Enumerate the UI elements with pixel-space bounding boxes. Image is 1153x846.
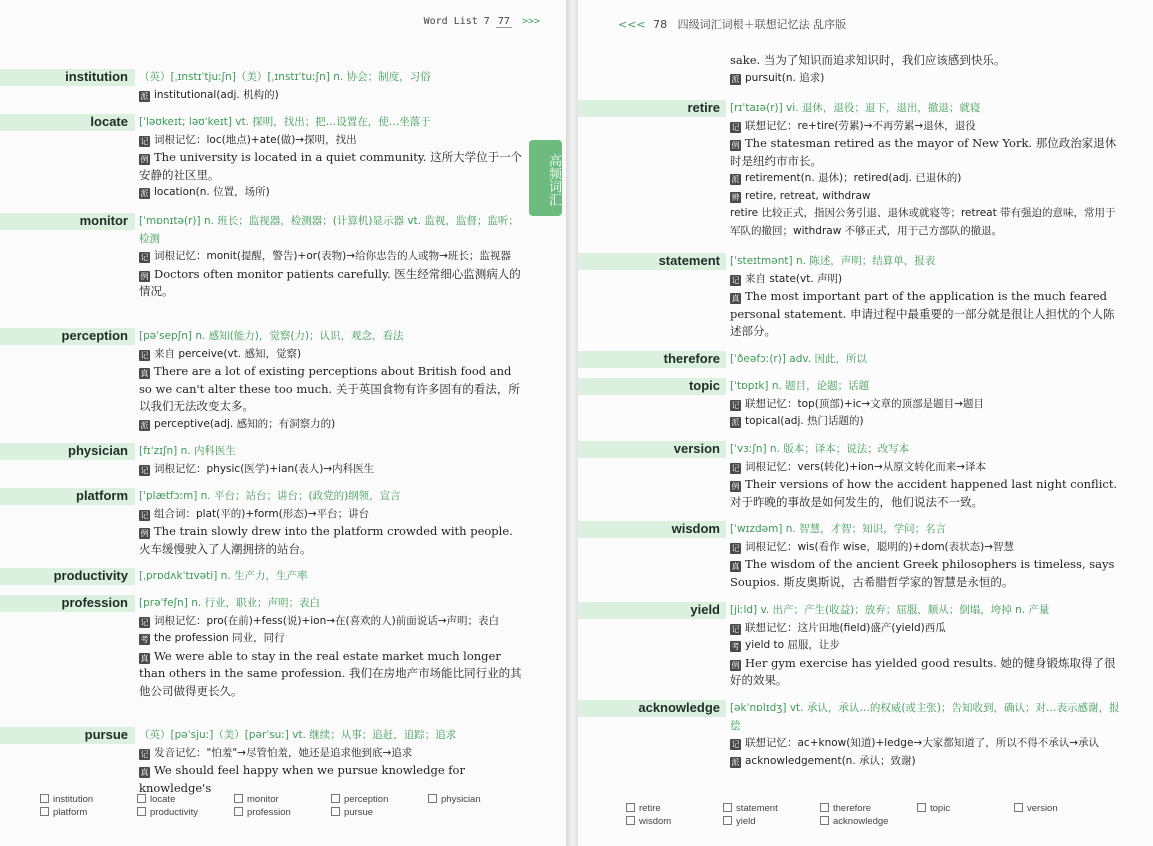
memory-tip: 记 联想记忆：这片田地(field)盛产(yield)西瓜 bbox=[731, 621, 946, 634]
example: 例 The statesman retired as the mayor of New York. 那位政治家退休时是纽约市市长。 bbox=[730, 136, 1117, 168]
checkbox-locate[interactable]: locate bbox=[137, 794, 175, 805]
definition: [ˈtɒpɪk] n. 题目，论题；话题 bbox=[730, 380, 870, 392]
synonym-note: retire 比较正式，指因公务引退、退休或就寝等；retreat 带有强迫的意味，常用于军队的撤回；withdraw 不够正式，用于己方部队的撤退。 bbox=[730, 207, 1116, 237]
definition: [jiːld] v. 出产；产生(收益)；放弃；屈服，顺从；倒塌，垮掉 n. 产量 bbox=[730, 604, 1050, 616]
entry-physician bbox=[0, 443, 568, 481]
synonym-set: 辨 retire, retreat, withdraw bbox=[731, 189, 871, 202]
checkbox-version[interactable]: version bbox=[1014, 803, 1058, 814]
derivation: 派 acknowledgement(n. 承认；致谢) bbox=[731, 754, 916, 767]
definition: [əkˈnɒlɪdʒ] vt. 承认，承认…的权威(或主张)；告知收到，确认；对…表示感谢，报偿 bbox=[730, 702, 1120, 732]
definition: [ˈwɪzdəm] n. 智慧，才智；知识，学问；名言 bbox=[730, 523, 947, 535]
checkbox-wisdom[interactable]: wisdom bbox=[626, 816, 671, 827]
definition: [ˈðeəfɔː(r)] adv. 因此，所以 bbox=[730, 353, 867, 365]
section-marker-icon: 记 bbox=[140, 253, 149, 262]
section-marker-icon: 派 bbox=[731, 757, 740, 767]
entry-topic bbox=[578, 378, 1153, 434]
definition: （英）[pəˈsjuː]（美）[pərˈsuː] vt. 继续；从事；追赶，追踪；追求 bbox=[139, 729, 457, 741]
entry-therefore bbox=[578, 351, 1153, 373]
memory-tip: 记 联想记忆：ac+know(知道)+ledge→大家都知道了，所以不得不承认→承认 bbox=[731, 737, 1100, 749]
memory-tip: 记 词根记忆：physic(医学)+ian(表人)→内科医生 bbox=[140, 462, 375, 475]
section-marker-icon: 派 bbox=[140, 189, 149, 198]
right-page bbox=[578, 0, 1153, 846]
derivation: 派 retirement(n. 退休)；retired(adj. 已退休的) bbox=[731, 172, 962, 184]
memory-tip: 记 词根记忆：pro(在前)+fess(说)+ion→在(喜欢的人)前面说话→声明；表白 bbox=[140, 614, 500, 627]
headword: therefore bbox=[663, 351, 720, 366]
memory-tip: 记 联想记忆：re+tire(劳累)→不再劳累→退休，退役 bbox=[731, 119, 976, 132]
section-marker-icon: 记 bbox=[731, 740, 740, 749]
section-marker-icon: 记 bbox=[731, 543, 740, 553]
checkbox-yield[interactable]: yield bbox=[723, 816, 756, 827]
section-marker-icon: 记 bbox=[731, 275, 740, 285]
left-page bbox=[0, 0, 568, 846]
example: 例 Her gym exercise has yielded good results. 她的健身锻炼取得了很好的效果。 bbox=[730, 655, 1116, 687]
arrow-left-icon: <<< bbox=[618, 18, 646, 31]
real-exam-example: 真 There are a lot of existing perceptions about British food and so we can't alter these too much. 关于英国食物有许多固有的看法，所以我们无法改变太多。 bbox=[139, 364, 520, 413]
headword: topic bbox=[688, 378, 720, 393]
section-marker-icon: 派 bbox=[731, 175, 740, 184]
example: 例 Doctors often monitor patients carefully. 医生经常细心监测病人的情况。 bbox=[139, 266, 521, 298]
entry-perception bbox=[0, 328, 568, 438]
headword: statement bbox=[658, 253, 720, 268]
collocation: 考 yield to 屈服，让步 bbox=[731, 639, 840, 651]
arrow-right-icon: >>> bbox=[521, 16, 540, 27]
headword: pursue bbox=[84, 727, 128, 742]
section-marker-icon: 例 bbox=[731, 660, 740, 670]
example: 例 Their versions of how the accident happened last night conflict. 对于昨晚的事故是如何发生的，他们说法不一致。 bbox=[730, 477, 1118, 509]
section-marker-icon: 记 bbox=[731, 400, 740, 410]
real-exam-example: 真 The most important part of the application is the much feared personal statement. 申请过程中最重要的一部分就是很让人担忧的个人陈述部分。 bbox=[730, 289, 1115, 338]
checkbox-profession[interactable]: profession bbox=[234, 807, 291, 818]
memory-tip: 记 词根记忆：vers(转化)+ion→从原文转化而来→译本 bbox=[731, 460, 987, 473]
entry-platform bbox=[0, 488, 568, 562]
memory-tip: 记 词根记忆：monit(提醒，警告)+or(表物)→给你忠告的人或物→班长；监视器 bbox=[140, 250, 511, 262]
entry-locate bbox=[0, 114, 568, 208]
section-marker-icon: 记 bbox=[140, 510, 149, 520]
example-continuation: sake. 当为了知识而追求知识时，我们应该感到快乐。 bbox=[730, 53, 1006, 67]
example: 例 The university is located in a quiet community. 这所大学位于一个安静的社区里。 bbox=[139, 150, 523, 182]
headword: yield bbox=[690, 602, 720, 617]
section-marker-icon: 例 bbox=[140, 271, 149, 281]
headword: monitor bbox=[79, 213, 128, 228]
definition: [ˈmɒnɪtə(r)] n. 班长；监视器，检测器；(计算机)显示器 vt. 监视，监督；监听；检测 bbox=[139, 215, 519, 245]
checkbox-therefore[interactable]: therefore bbox=[820, 803, 871, 814]
entry-productivity bbox=[0, 568, 568, 590]
section-marker-icon: 真 bbox=[731, 294, 740, 303]
entry-yield bbox=[578, 602, 1153, 694]
entry-acknowledge bbox=[578, 700, 1153, 792]
checkbox-productivity[interactable]: productivity bbox=[137, 807, 198, 818]
checkbox-platform[interactable]: platform bbox=[40, 807, 87, 818]
page-number: 77 bbox=[497, 16, 510, 27]
checkbox-institution[interactable]: institution bbox=[40, 794, 93, 805]
section-marker-icon: 真 bbox=[140, 369, 149, 378]
checkbox-perception[interactable]: perception bbox=[331, 794, 388, 805]
collocation: 考 the profession 同业，同行 bbox=[140, 632, 285, 644]
headword: retire bbox=[687, 100, 720, 115]
pursue-continuation bbox=[578, 52, 1153, 92]
checkbox-topic[interactable]: topic bbox=[917, 803, 950, 814]
definition: [ˈləʊkeɪt; ləʊˈkeɪt] vt. 探明，找出；把…设置在，使…坐落于 bbox=[139, 116, 431, 128]
checkbox-statement[interactable]: statement bbox=[723, 803, 778, 814]
definition: [pəˈsepʃn] n. 感知(能力)，觉察(力)；认识，观念，看法 bbox=[139, 330, 404, 342]
section-marker-icon: 记 bbox=[731, 463, 740, 473]
memory-tip: 记 发音记忆："怕羞"→尽管怕羞，她还是追求他到底→追求 bbox=[140, 746, 413, 759]
headword: wisdom bbox=[671, 521, 720, 536]
memory-tip: 记 来自 state(vt. 声明) bbox=[731, 272, 843, 285]
checkbox-physician[interactable]: physician bbox=[428, 794, 481, 805]
real-exam-example: 真 We were able to stay in the real estate market much longer than others in the same profession. 我们在房地产市场能比同行业的其他公司做得更长久。 bbox=[139, 648, 522, 698]
section-marker-icon: 例 bbox=[731, 141, 740, 150]
memory-tip: 记 来自 perceive(vt. 感知，觉察) bbox=[140, 347, 302, 360]
section-marker-icon: 真 bbox=[140, 768, 149, 777]
review-checklist bbox=[40, 794, 540, 824]
section-marker-icon: 派 bbox=[140, 420, 149, 430]
word-list-title: Word List 7 bbox=[423, 16, 490, 27]
entry-pursue bbox=[0, 727, 568, 795]
section-marker-icon: 派 bbox=[731, 74, 740, 84]
memory-tip: 记 词根记忆：loc(地点)+ate(做)→探明，找出 bbox=[140, 133, 357, 146]
entry-profession bbox=[0, 595, 568, 721]
section-marker-icon: 记 bbox=[140, 749, 149, 759]
headword: institution bbox=[65, 69, 128, 84]
headword: profession bbox=[61, 595, 128, 610]
headword: productivity bbox=[53, 568, 128, 583]
section-marker-icon: 考 bbox=[731, 642, 740, 651]
memory-tip: 记 组合词：plat(平的)+form(形态)→平台；讲台 bbox=[140, 507, 370, 520]
entry-monitor bbox=[0, 213, 568, 323]
checkbox-pursue[interactable]: pursue bbox=[331, 807, 373, 818]
section-marker-icon: 真 bbox=[140, 653, 149, 663]
definition: [fɪˈzɪʃn] n. 内科医生 bbox=[139, 445, 236, 457]
section-marker-icon: 记 bbox=[731, 122, 740, 132]
book-title: 四级词汇词根＋联想记忆法 乱序版 bbox=[677, 18, 847, 31]
memory-tip: 记 联想记忆：top(顶部)+ic→文章的顶部是题目→题目 bbox=[731, 397, 984, 410]
right-page-header bbox=[614, 16, 846, 32]
entry-institution bbox=[0, 69, 568, 113]
section-marker-icon: 派 bbox=[140, 91, 149, 101]
definition: [prəˈfeʃn] n. 行业，职业；声明；表白 bbox=[139, 597, 321, 609]
section-marker-icon: 真 bbox=[731, 562, 740, 571]
section-marker-icon: 例 bbox=[140, 529, 149, 538]
section-marker-icon: 例 bbox=[140, 155, 149, 164]
definition: [ˌprɒdʌkˈtɪvəti] n. 生产力，生产率 bbox=[139, 570, 308, 582]
section-marker-icon: 派 bbox=[731, 418, 740, 427]
example: 例 The train slowly drew into the platform crowded with people. 火车缓慢驶入了人潮拥挤的站台。 bbox=[139, 524, 513, 556]
headword: physician bbox=[68, 443, 128, 458]
section-marker-icon: 记 bbox=[140, 617, 149, 627]
checkbox-monitor[interactable]: monitor bbox=[234, 794, 279, 805]
headword: locate bbox=[90, 114, 128, 129]
review-checklist bbox=[626, 803, 1126, 833]
section-marker-icon: 例 bbox=[731, 482, 740, 491]
entry-wisdom bbox=[578, 521, 1153, 595]
definition: [rɪˈtaɪə(r)] vi. 退休，退役；退下，退出，撤退；就寝 bbox=[730, 102, 981, 114]
section-marker-icon: 记 bbox=[140, 350, 149, 360]
section-marker-icon: 记 bbox=[731, 624, 740, 634]
section-marker-icon: 记 bbox=[140, 136, 149, 146]
memory-tip: 记 词根记忆：wis(看作 wise，聪明的)+dom(表状态)→智慧 bbox=[731, 540, 1015, 553]
definition: [ˈplætfɔːm] n. 平台；站台；讲台；(政党的)纲领，宣言 bbox=[139, 490, 401, 502]
page-number: 78 bbox=[653, 18, 668, 31]
entry-retire bbox=[578, 100, 1153, 246]
definition: [ˈvɜːʃn] n. 版本；译本；说法；改写本 bbox=[730, 443, 910, 455]
entry-version bbox=[578, 441, 1153, 515]
definition: [ˈsteɪtmənt] n. 陈述，声明；结算单，报表 bbox=[730, 255, 936, 267]
headword: acknowledge bbox=[638, 700, 720, 715]
checkbox-retire[interactable]: retire bbox=[626, 803, 661, 814]
derivation: 派 pursuit(n. 追求) bbox=[731, 71, 825, 84]
section-marker-icon: 记 bbox=[140, 465, 149, 475]
high-frequency-tab: 高频词汇 bbox=[529, 140, 562, 216]
section-marker-icon: 考 bbox=[140, 635, 149, 644]
definition: （英）[ˌɪnstɪˈtjuːʃn]（美）[ˌɪnstɪˈtuːʃn] n. 协会；制度，习俗 bbox=[139, 71, 431, 83]
derivation: 派 location(n. 位置，场所) bbox=[140, 186, 270, 198]
left-page-header bbox=[424, 16, 544, 27]
real-exam-example: 真 We should feel happy when we pursue knowledge for knowledge's bbox=[139, 763, 465, 795]
entry-statement bbox=[578, 253, 1153, 343]
headword: perception bbox=[61, 328, 128, 343]
real-exam-example: 真 The wisdom of the ancient Greek philosophers is timeless, says Soupios. 斯皮奥斯说，古希腊哲学家的智慧是永恒的。 bbox=[730, 557, 1115, 589]
derivation: 派 topical(adj. 热门话题的) bbox=[731, 415, 864, 427]
checkbox-acknowledge[interactable]: acknowledge bbox=[820, 816, 888, 827]
derivation: 派 institutional(adj. 机构的) bbox=[140, 88, 279, 101]
headword: version bbox=[673, 441, 720, 456]
derivation: 派 perceptive(adj. 感知的；有洞察力的) bbox=[140, 417, 336, 430]
section-marker-icon: 辨 bbox=[731, 192, 740, 202]
headword: platform bbox=[76, 488, 128, 503]
